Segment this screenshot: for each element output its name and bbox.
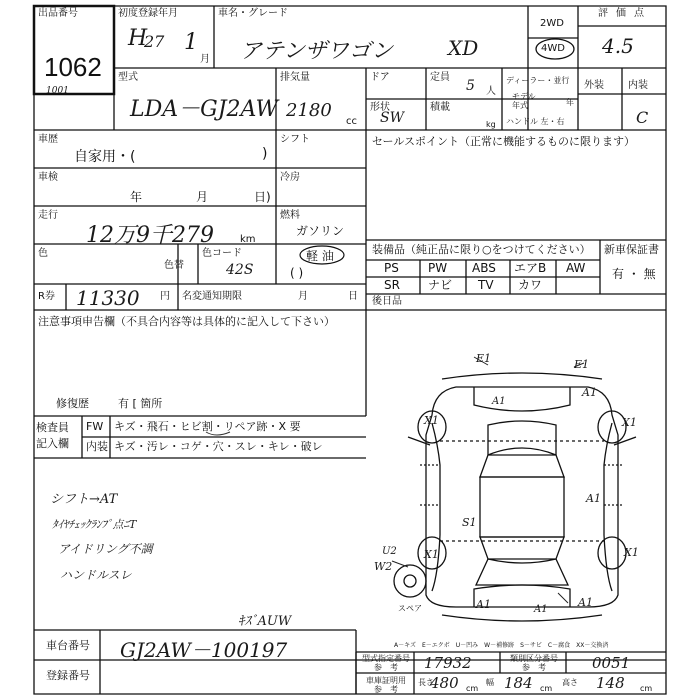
equip-sr: SR	[384, 278, 400, 292]
model-value: LDA－GJ2AW	[130, 97, 279, 122]
2wd-label: 2WD	[540, 18, 564, 29]
shape-label: 形状	[370, 102, 390, 113]
length-unit: cm	[466, 684, 479, 693]
class-no-value: 0051	[592, 654, 631, 672]
length-value: 480	[430, 674, 459, 692]
name-change-day: 日	[348, 291, 358, 302]
recycle-unit: 円	[160, 291, 170, 302]
length-label: 長さ	[418, 678, 434, 687]
rear-items-label: 後日品	[372, 296, 402, 307]
equip-ps: PS	[384, 261, 399, 275]
first-reg-month: 1	[184, 30, 198, 55]
width-label: 幅	[486, 678, 494, 687]
equip-aw: AW	[566, 261, 586, 275]
model-year-unit: 年	[566, 98, 574, 107]
diagram-mark: A1	[534, 604, 548, 615]
spare-label: スペア	[398, 604, 422, 613]
inspection-year: 年	[130, 190, 143, 204]
car-name-label: 車名・グレード	[218, 8, 288, 19]
score-label: 評価点	[598, 8, 652, 19]
height-value: 148	[596, 674, 625, 692]
equipment-label: 装備品（純正品に限り○をつけてください）	[372, 243, 591, 256]
load-unit: kg	[486, 120, 496, 129]
vehicle-damage-diagram	[378, 345, 666, 645]
color-code-label: 色コード	[202, 248, 242, 259]
damage-legend: A－キズ E－エクボ U－凹み W－補修跡 S－サビ C－腐食 XX－交換済	[394, 642, 609, 649]
diagram-mark: U2	[382, 546, 397, 557]
fuel-diesel: 軽 油	[306, 249, 334, 263]
recycle-value: 11330	[76, 286, 140, 310]
diagram-mark: X1	[424, 548, 439, 561]
registration-label: 登録番号	[46, 669, 90, 682]
mileage-unit: km	[240, 234, 256, 245]
class-no-label: 類別区分番号 参 考	[510, 654, 558, 672]
handwritten-note: ﾀｲﾔﾁｪｯｸﾗﾝﾌﾟ点ﾆT	[52, 518, 137, 531]
chassis-value: GJ2AW－100197	[120, 638, 288, 662]
history-close: )	[262, 146, 268, 162]
int-text: キズ・汚レ・コゲ・穴・スレ・キレ・破レ	[114, 440, 323, 453]
diagram-mark: X1	[622, 416, 637, 429]
load-label: 積載	[430, 102, 450, 113]
name-change-label: 名変通知期限	[182, 291, 242, 302]
first-reg-label: 初度登録年月	[118, 8, 178, 19]
lot-label: 出品番号	[38, 8, 78, 19]
equip-abs: ABS	[472, 261, 496, 275]
recycle-label: R券	[38, 291, 55, 302]
displacement-value: 2180	[286, 100, 332, 121]
displacement-unit: cc	[346, 116, 357, 127]
aircon-label: 冷房	[280, 172, 300, 183]
fuel-gasoline: ガソリン	[296, 224, 345, 238]
color-code-value: 42S	[226, 262, 254, 278]
equip-tv: TV	[478, 278, 494, 292]
handwritten-note: シフト→AT	[50, 492, 118, 507]
warranty-value: 有 ・ 無	[612, 267, 656, 281]
first-reg-era: H	[128, 26, 148, 51]
model-year-label: モデル年式	[512, 92, 536, 110]
name-change-month: 月	[298, 291, 308, 302]
repair-value: 有 [ 箇所	[118, 397, 163, 410]
first-reg-year: 27	[144, 32, 165, 51]
diagram-mark: E1	[476, 352, 492, 365]
history-value: 自家用・(	[74, 149, 136, 165]
door-label: ドア	[370, 72, 390, 83]
mileage-label: 走行	[38, 210, 58, 221]
diagram-mark: W2	[374, 560, 393, 573]
equip-pw: PW	[428, 261, 448, 275]
sales-point-label: セールスポイント（正常に機能するものに限ります）	[372, 135, 636, 148]
shift-label: シフト	[280, 134, 310, 145]
handwritten-note: ハンドルスレ	[60, 568, 132, 582]
diagram-mark: E1	[574, 358, 590, 371]
height-unit: cm	[640, 684, 653, 693]
equip-leather: カワ	[518, 278, 543, 292]
fw-text: キズ・飛石・ヒビ割・リペア跡・X 要	[114, 420, 301, 433]
repair-label: 修復歴	[56, 397, 89, 410]
inspection-month: 月	[196, 190, 209, 204]
diagram-mark: A1	[586, 492, 601, 505]
width-value: 184	[504, 674, 533, 692]
4wd-label: 4WD	[541, 43, 565, 54]
lot-sub: 1001	[46, 86, 69, 96]
type-no-value: 17932	[424, 654, 472, 672]
diagram-mark: X1	[424, 414, 439, 427]
exterior-label: 外装	[584, 80, 604, 91]
diagram-mark: A1	[582, 386, 597, 399]
diagram-mark: X1	[624, 546, 639, 559]
fuel-label: 燃料	[280, 210, 300, 221]
lot-number: 1062	[44, 52, 102, 82]
color-label: 色	[38, 248, 48, 259]
mileage-value: 12万9千279	[86, 223, 214, 248]
diagram-mark: A1	[578, 596, 593, 609]
handwritten-note: アイドリング不調	[58, 542, 153, 556]
diagram-mark: A1	[476, 598, 491, 611]
inspector-title2: 記入欄	[36, 437, 69, 450]
model-label: 型式	[118, 72, 138, 83]
dealer-label: ディーラー・並行	[506, 76, 570, 85]
car-grade: XD	[448, 36, 479, 60]
chassis-label: 車台番号	[46, 639, 90, 652]
diagram-mark: A1	[492, 396, 506, 407]
score-value: 4.5	[602, 34, 634, 58]
equip-navi: ナビ	[428, 278, 453, 292]
inspector-title1: 検査員	[36, 421, 69, 434]
month-unit: 月	[200, 54, 210, 65]
displacement-label: 排気量	[280, 72, 310, 83]
fw-label: FW	[86, 420, 104, 433]
car-name: アテンザワゴン	[240, 39, 393, 64]
diagram-mark: S1	[462, 516, 477, 529]
inspection-label: 車検	[38, 172, 58, 183]
inspection-day: 日)	[254, 190, 271, 204]
handwritten-note: ｷｽﾞAUW	[238, 614, 292, 629]
interior-grade: C	[636, 108, 649, 127]
notes-label: 注意事項申告欄（不具合内容等は具体的に記入して下さい）	[38, 315, 335, 328]
handle-label: ハンドル 左・右	[506, 117, 565, 126]
width-unit: cm	[540, 684, 553, 693]
capacity-value: 5	[466, 78, 475, 94]
type-no-label: 型式指定番号 参 考	[362, 654, 410, 672]
height-label: 高さ	[562, 678, 578, 687]
int-label: 内装	[86, 440, 108, 453]
equip-airbag: エアB	[514, 261, 547, 275]
capacity-unit: 人	[486, 86, 496, 97]
cert-label: 車庫証明用 参 考	[366, 676, 406, 694]
history-label: 車歴	[38, 134, 58, 145]
warranty-label: 新車保証書	[604, 243, 659, 256]
fuel-other: ( )	[290, 266, 304, 280]
color-change-label: 色替	[164, 260, 184, 271]
capacity-label: 定員	[430, 72, 450, 83]
shape-value: SW	[380, 110, 404, 126]
interior-label: 内装	[628, 80, 648, 91]
